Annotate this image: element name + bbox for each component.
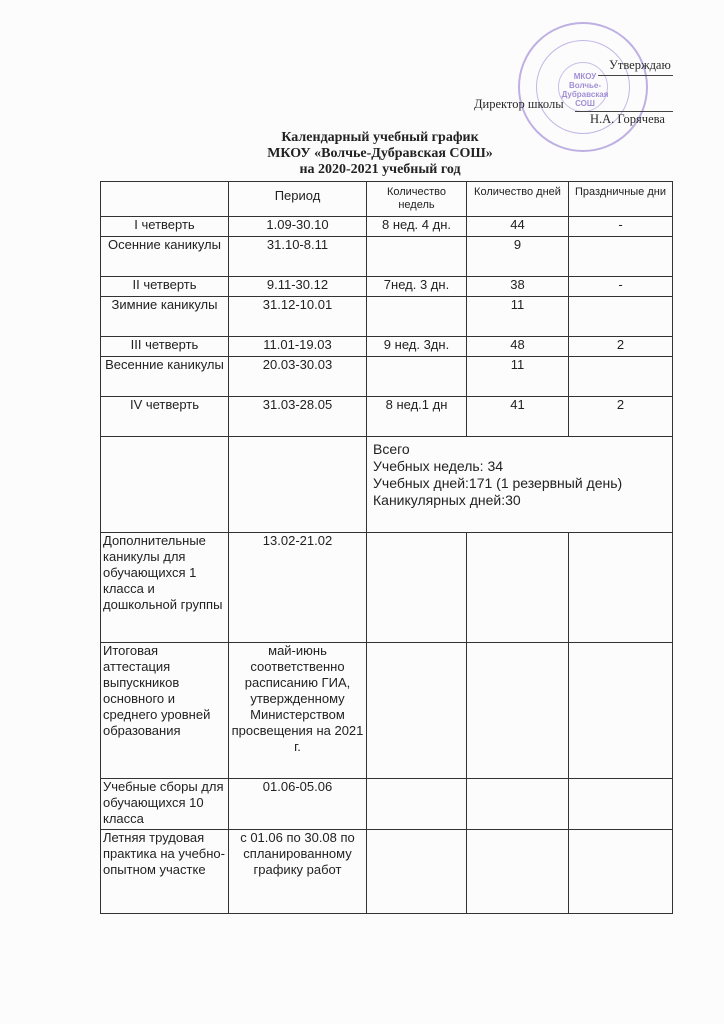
extra-empty	[467, 779, 569, 830]
table-row	[101, 357, 673, 397]
row-days: 44	[467, 217, 569, 237]
row-holidays: 2	[569, 397, 673, 437]
header-weeks: Количество недель	[367, 182, 467, 217]
row-dates: 11.01-19.03	[229, 337, 367, 357]
extra-empty	[467, 533, 569, 643]
extra-empty	[367, 533, 467, 643]
row-days: 38	[467, 277, 569, 297]
extra-empty	[367, 779, 467, 830]
header-days: Количество дней	[467, 182, 569, 217]
row-name: II четверть	[101, 277, 229, 297]
row-weeks	[367, 297, 467, 337]
extra-row	[101, 779, 673, 830]
total-row	[101, 437, 673, 533]
header-period-dates: Период	[229, 182, 367, 217]
table-header-row	[101, 182, 673, 217]
extra-empty	[569, 533, 673, 643]
school-name: МКОУ «Волчье-Дубравская СОШ»	[267, 146, 493, 161]
stamp-text: МКОУ Волчье-Дубравская СОШ	[561, 72, 609, 108]
row-dates: 1.09-30.10	[229, 217, 367, 237]
table-row	[101, 237, 673, 277]
school-year: на 2020-2021 учебный год	[299, 162, 461, 177]
row-weeks: 9 нед. 3дн.	[367, 337, 467, 357]
row-dates: 31.12-10.01	[229, 297, 367, 337]
row-days: 9	[467, 237, 569, 277]
table-row	[101, 297, 673, 337]
row-name: IV четверть	[101, 397, 229, 437]
approval-role: Директор школы	[474, 97, 564, 111]
extra-name: Летняя трудовая практика на учебно-опытном участке	[101, 830, 229, 914]
row-name: III четверть	[101, 337, 229, 357]
extra-empty	[569, 779, 673, 830]
row-weeks	[367, 357, 467, 397]
extra-name: Итоговая аттестация выпускников основного и среднего уровней образования	[101, 643, 229, 779]
table-row	[101, 337, 673, 357]
row-holidays	[569, 237, 673, 277]
extra-name: Дополнительные каникулы для обучающихся 1 класса и дошкольной группы	[101, 533, 229, 643]
row-weeks: 7нед. 3 дн.	[367, 277, 467, 297]
table-row	[101, 277, 673, 297]
header-holidays: Праздничные дни	[569, 182, 673, 217]
extra-empty	[569, 830, 673, 914]
row-name: Весенние каникулы	[101, 357, 229, 397]
row-dates: 20.03-30.03	[229, 357, 367, 397]
total-weeks: Учебных недель: 34	[373, 458, 504, 474]
extra-empty	[467, 830, 569, 914]
row-name: Зимние каникулы	[101, 297, 229, 337]
extra-dates: 01.06-05.06	[229, 779, 367, 830]
row-holidays: 2	[569, 337, 673, 357]
row-holidays	[569, 297, 673, 337]
row-dates: 31.10-8.11	[229, 237, 367, 277]
total-summary	[367, 437, 673, 533]
row-dates: 9.11-30.12	[229, 277, 367, 297]
extra-empty	[569, 643, 673, 779]
extra-dates: с 01.06 по 30.08 по спланированному графику работ	[229, 830, 367, 914]
extra-name: Учебные сборы для обучающихся 10 класса	[101, 779, 229, 830]
total-empty-1	[101, 437, 229, 533]
row-days: 11	[467, 357, 569, 397]
extra-row	[101, 533, 673, 643]
header-period	[101, 182, 229, 217]
row-weeks	[367, 237, 467, 277]
approval-name: Н.А. Горячева	[590, 112, 665, 126]
extra-row	[101, 643, 673, 779]
extra-empty	[367, 643, 467, 779]
table-row	[101, 397, 673, 437]
row-days: 48	[467, 337, 569, 357]
schedule-table	[100, 181, 673, 914]
row-holidays: -	[569, 217, 673, 237]
row-weeks: 8 нед.1 дн	[367, 397, 467, 437]
row-weeks: 8 нед. 4 дн.	[367, 217, 467, 237]
total-vacation: Каникулярных дней:30	[373, 492, 521, 508]
row-name: Осенние каникулы	[101, 237, 229, 277]
table-row	[101, 217, 673, 237]
row-holidays	[569, 357, 673, 397]
row-name: I четверть	[101, 217, 229, 237]
extra-empty	[367, 830, 467, 914]
total-days: Учебных дней:171 (1 резервный день)	[373, 475, 623, 491]
approval-label: Утверждаю	[609, 58, 671, 72]
extra-dates: 13.02-21.02	[229, 533, 367, 643]
total-label: Всего	[373, 441, 410, 457]
row-dates: 31.03-28.05	[229, 397, 367, 437]
extra-dates: май-июнь соответственно расписанию ГИА, утвержденному Министерством просвещения на 2021 г.	[229, 643, 367, 779]
total-empty-2	[229, 437, 367, 533]
signature-line-top	[598, 75, 673, 76]
row-days: 11	[467, 297, 569, 337]
extra-empty	[467, 643, 569, 779]
extra-row	[101, 830, 673, 914]
row-holidays: -	[569, 277, 673, 297]
row-days: 41	[467, 397, 569, 437]
page-title: Календарный учебный график	[281, 130, 479, 145]
